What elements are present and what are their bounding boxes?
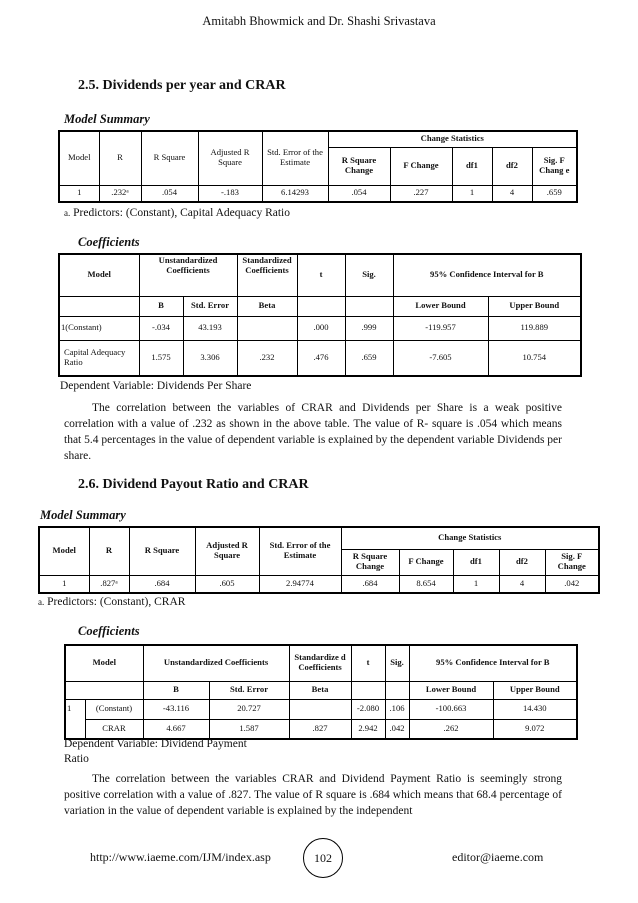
c2-row1-upper: 9.072 [493,719,577,739]
c2-row0-sig: .106 [385,699,409,719]
ms2-h-rsqchange: R Square Change [341,549,399,575]
c2-h-ci: 95% Confidence Interval for B [409,645,577,681]
ms2-h-df1: df1 [453,549,499,575]
c2-h-blank [385,681,409,699]
ms1-h-rsqchange: R Square Change [328,147,390,185]
paragraph-2: The correlation between the variables CRAR and Dividend Payment Ratio is seemingly strong positive correlation with a value of .827. The value of R square is .684 which means that 68.4 percentage of variation in the value of dependent variable is explained by the independent [64,773,562,817]
c1-row1-beta: .232 [237,340,297,376]
ms1-cell: -.183 [198,185,262,202]
model-summary-title-2: Model Summary [40,508,126,522]
c1-h-std-cont [237,276,297,296]
ms1-cell: .054 [328,185,390,202]
ms1-h-df2: df2 [492,147,532,185]
c1-h-model: Model [59,254,139,296]
model-summary-table-2 [38,526,600,594]
running-header: Amitabh Bhowmick and Dr. Shashi Srivastava [202,14,436,28]
c1-h-b: B [139,296,183,316]
table-row [65,699,577,719]
c1-row0-label: 1(Constant) [59,316,139,340]
c1-row0-se: 43.193 [183,316,237,340]
table-row [65,719,577,739]
c2-row1-label: CRAR [85,719,143,739]
c1-row0-sig: .999 [345,316,393,340]
coefficients-table-2 [64,644,578,740]
ms2-cell: .684 [341,575,399,593]
c2-row0-b: -43.116 [143,699,209,719]
c1-h-blank [345,296,393,316]
section-heading-2-5: 2.5. Dividends per year and CRAR [78,78,286,93]
ms2-cell: 8.654 [399,575,453,593]
dependent-variable-1: Dependent Variable: Dividends Per Share [60,380,252,392]
c1-h-upper: Upper Bound [488,296,581,316]
ms2-h-change: Change Statistics [341,527,599,549]
c2-row1-lower: .262 [409,719,493,739]
coefficients-table-1 [58,253,582,377]
ms2-h-df2: df2 [499,549,545,575]
c2-h-sig: Sig. [385,645,409,681]
predictors-text: Predictors: (Constant), CRAR [47,596,186,608]
c1-row0-upper: 119.889 [488,316,581,340]
footer-email-link[interactable]: editor@iaeme.com [452,850,544,864]
c2-row1-b: 4.667 [143,719,209,739]
c2-h-lower: Lower Bound [409,681,493,699]
c2-h-blank [65,681,143,699]
c1-row0-b: -.034 [139,316,183,340]
c1-row1-t: .476 [297,340,345,376]
ms1-h-sigf: Sig. F Chang e [532,147,577,185]
c1-h-lower: Lower Bound [393,296,488,316]
ms2-cell: 1 [39,575,89,593]
c2-h-b: B [143,681,209,699]
ms1-h-r: R [99,131,141,185]
c1-h-unstd: Unstandardized Coefficients [139,254,237,276]
c1-row1-lower: -7.605 [393,340,488,376]
predictors-note-1 [64,207,290,219]
ms1-cell: 6.14293 [262,185,328,202]
c2-h-se: Std. Error [209,681,289,699]
c2-row1-t: 2.942 [351,719,385,739]
c1-h-blank [59,296,139,316]
c2-row0-se: 20.727 [209,699,289,719]
c2-h-unstd: Unstandardized Coefficients [143,645,289,681]
ms1-h-model: Model [59,131,99,185]
c2-row0-num: 1 [65,699,85,719]
ms2-cell: 4 [499,575,545,593]
c1-row1-sig: .659 [345,340,393,376]
ms2-h-fchange: F Change [399,549,453,575]
predictors-prefix: a. [64,208,71,218]
c1-row1-se: 3.306 [183,340,237,376]
section-heading-2-6: 2.6. Dividend Payout Ratio and CRAR [78,477,309,492]
c2-row0-upper: 14.430 [493,699,577,719]
c1-h-ci: 95% Confidence Interval for B [393,254,581,296]
coefficients-title-1: Coefficients [78,235,140,249]
ms1-h-df1: df1 [452,147,492,185]
ms2-cell: .605 [195,575,259,593]
c2-h-blank [351,681,385,699]
c2-row1-sig: .042 [385,719,409,739]
table-row [59,340,581,376]
ms2-h-rsq: R Square [129,527,195,575]
c1-h-std: Standardized Coefficients [237,254,297,276]
model-summary-title-1: Model Summary [64,112,150,126]
ms2-h-stderr: Std. Error of the Estimate [259,527,341,575]
c1-row0-lower: -119.957 [393,316,488,340]
ms2-h-adjr: Adjusted R Square [195,527,259,575]
footer-url-link[interactable]: http://www.iaeme.com/IJM/index.asp [90,850,271,864]
c1-row1-upper: 10.754 [488,340,581,376]
ms2-h-sigf: Sig. F Change [545,549,599,575]
c2-row1-num [65,719,85,739]
c2-row0-lower: -100.663 [409,699,493,719]
ms2-h-model: Model [39,527,89,575]
ms1-cell: .054 [141,185,198,202]
predictors-note-2 [38,596,185,608]
ms1-h-fchange: F Change [390,147,452,185]
predictors-text: Predictors: (Constant), Capital Adequacy Ratio [73,207,290,219]
c2-h-t: t [351,645,385,681]
ms1-cell: 1 [59,185,99,202]
coefficients-title-2: Coefficients [78,624,140,638]
ms1-cell: .227 [390,185,452,202]
predictors-prefix: a. [38,597,45,607]
c2-row1-beta: .827 [289,719,351,739]
ms2-cell: 1 [453,575,499,593]
paragraph-1: The correlation between the variables of CRAR and Dividends per Share is a weak positive correlation with a value of .232 as shown in the above table. The value of R- square is .054 which means that 5.4 percentages in the value of dependent variable is explained by the dependent variable Dividends per share. [64,402,562,462]
c1-row1-b: 1.575 [139,340,183,376]
c1-h-sig: Sig. [345,254,393,296]
table-row [59,316,581,340]
c1-h-t: t [297,254,345,296]
c1-h-unstd-cont [139,276,237,296]
c2-h-upper: Upper Bound [493,681,577,699]
ms1-cell: 1 [452,185,492,202]
ms2-cell: 2.94774 [259,575,341,593]
ms1-h-adjr: Adjusted R Square [198,131,262,185]
c2-row0-t: -2.080 [351,699,385,719]
c2-h-std: Standardize d Coefficients [289,645,351,681]
dependent-variable-2 [64,737,247,767]
ms1-h-rsq: R Square [141,131,198,185]
dependent-line-1: Dependent Variable: Dividend Payment [64,738,247,750]
dependent-line-2: Ratio [64,753,89,765]
ms2-cell: .042 [545,575,599,593]
model-summary-table-1 [58,130,578,203]
c2-row1-se: 1.587 [209,719,289,739]
ms1-h-change: Change Statistics [328,131,577,147]
page-number: 102 [303,838,343,878]
ms1-cell: .659 [532,185,577,202]
c1-h-blank [297,296,345,316]
ms2-cell: .684 [129,575,195,593]
c1-row1-label: Capital Adequacy Ratio [59,340,139,376]
ms1-cell: .232ᵃ [99,185,141,202]
c1-h-se: Std. Error [183,296,237,316]
c2-row0-label: (Constant) [85,699,143,719]
ms1-cell: 4 [492,185,532,202]
ms2-h-r: R [89,527,129,575]
c1-row0-t: .000 [297,316,345,340]
c2-row0-beta [289,699,351,719]
c1-row0-beta [237,316,297,340]
c2-h-beta: Beta [289,681,351,699]
c2-h-model: Model [65,645,143,681]
ms2-cell: .827ᵃ [89,575,129,593]
ms1-h-stderr: Std. Error of the Estimate [262,131,328,185]
c1-h-beta: Beta [237,296,297,316]
